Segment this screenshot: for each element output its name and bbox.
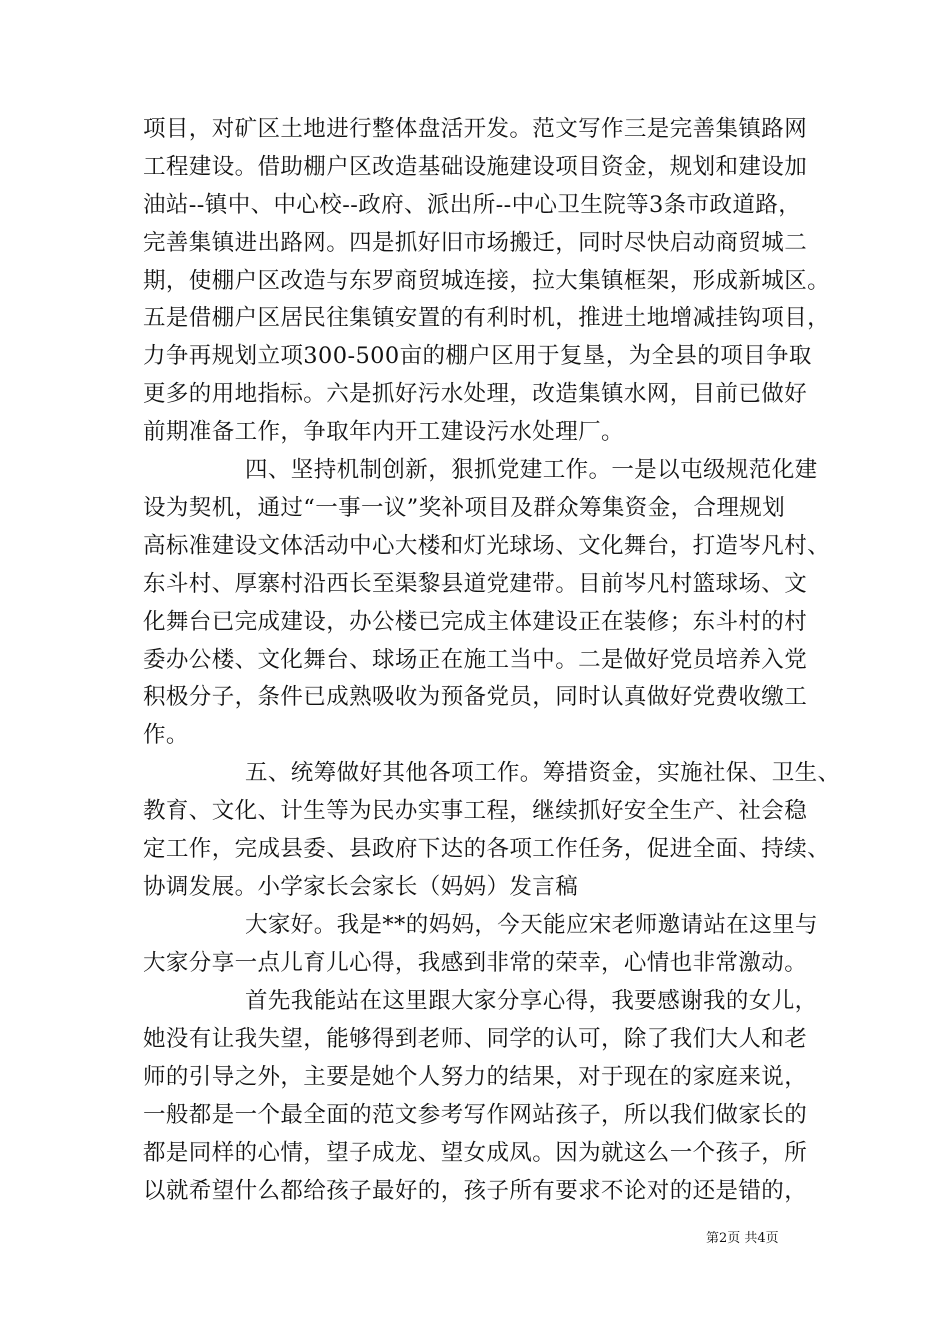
text-line: 化舞台已完成建设，办公楼已完成主体建设正在装修；东斗村的村 [143, 609, 808, 635]
page-number-footer: 第2页 共4页 [706, 1231, 779, 1246]
text-line: 师的引导之外，主要是她个人努力的结果，对于现在的家庭来说， [143, 1064, 808, 1090]
paragraph-heading-4: 四、坚持机制创新，狠抓党建工作。一是以屯级规范化建 [245, 457, 818, 483]
text-line: 作。 [143, 722, 189, 748]
paragraph-heading-5: 五、统筹做好其他各项工作。筹措资金，实施社保、卫生、 [245, 760, 841, 786]
text-line: 完善集镇进出路网。四是抓好旧市场搬迁，同时尽快启动商贸城二 [143, 230, 808, 256]
text-line: 设为契机，通过“一事一议”奖补项目及群众筹集资金，合理规划 [143, 495, 786, 521]
text-line: 项目，对矿区土地进行整体盘活开发。范文写作三是完善集镇路网 [143, 116, 808, 142]
text-line: 以就希望什么都给孩子最好的，孩子所有要求不论对的还是错的， [143, 1178, 808, 1204]
text-line: 高标准建设文体活动中心大楼和灯光球场、文化舞台，打造岑凡村、 [143, 533, 831, 559]
text-line: 期，使棚户区改造与东罗商贸城连接，拉大集镇框架，形成新城区。 [143, 268, 831, 294]
text-line: 一般都是一个最全面的范文参考写作网站孩子，所以我们做家长的 [143, 1102, 808, 1128]
text-line: 积极分子，条件已成熟吸收为预备党员，同时认真做好党费收缴工 [143, 684, 808, 710]
text-line: 五是借棚户区居民往集镇安置的有利时机，推进土地增减挂钩项目， [143, 305, 831, 331]
text-line: 委办公楼、文化舞台、球场正在施工当中。二是做好党员培养入党 [143, 647, 808, 673]
text-line: 力争再规划立项300-500亩的棚户区用于复垦，为全县的项目争取 [143, 343, 812, 369]
text-line: 教育、文化、计生等为民办实事工程，继续抓好安全生产、社会稳 [143, 798, 808, 824]
text-line: 协调发展。小学家长会家长（妈妈）发言稿 [143, 874, 579, 900]
text-line: 东斗村、厚寨村沿西长至渠黎县道党建带。目前岑凡村篮球场、文 [143, 571, 808, 597]
text-line: 工程建设。借助棚户区改造基础设施建设项目资金，规划和建设加 [143, 154, 808, 180]
text-line: 前期准备工作，争取年内开工建设污水处理厂。 [143, 419, 624, 445]
text-line: 更多的用地指标。六是抓好污水处理，改造集镇水网，目前已做好 [143, 381, 808, 407]
text-line: 定工作，完成县委、县政府下达的各项工作任务，促进全面、持续、 [143, 836, 831, 862]
text-line: 大家分享一点儿育儿心得，我感到非常的荣幸，心情也非常激动。 [143, 950, 808, 976]
speech-greeting: 大家好。我是**的妈妈，今天能应宋老师邀请站在这里与 [245, 912, 818, 938]
paragraph-start: 首先我能站在这里跟大家分享心得，我要感谢我的女儿， [245, 988, 818, 1014]
text-line: 油站--镇中、中心校--政府、派出所--中心卫生院等3条市政道路， [143, 192, 802, 218]
text-line: 她没有让我失望，能够得到老师、同学的认可，除了我们大人和老 [143, 1026, 808, 1052]
text-line: 都是同样的心情，望子成龙、望女成凤。因为就这么一个孩子，所 [143, 1140, 808, 1166]
